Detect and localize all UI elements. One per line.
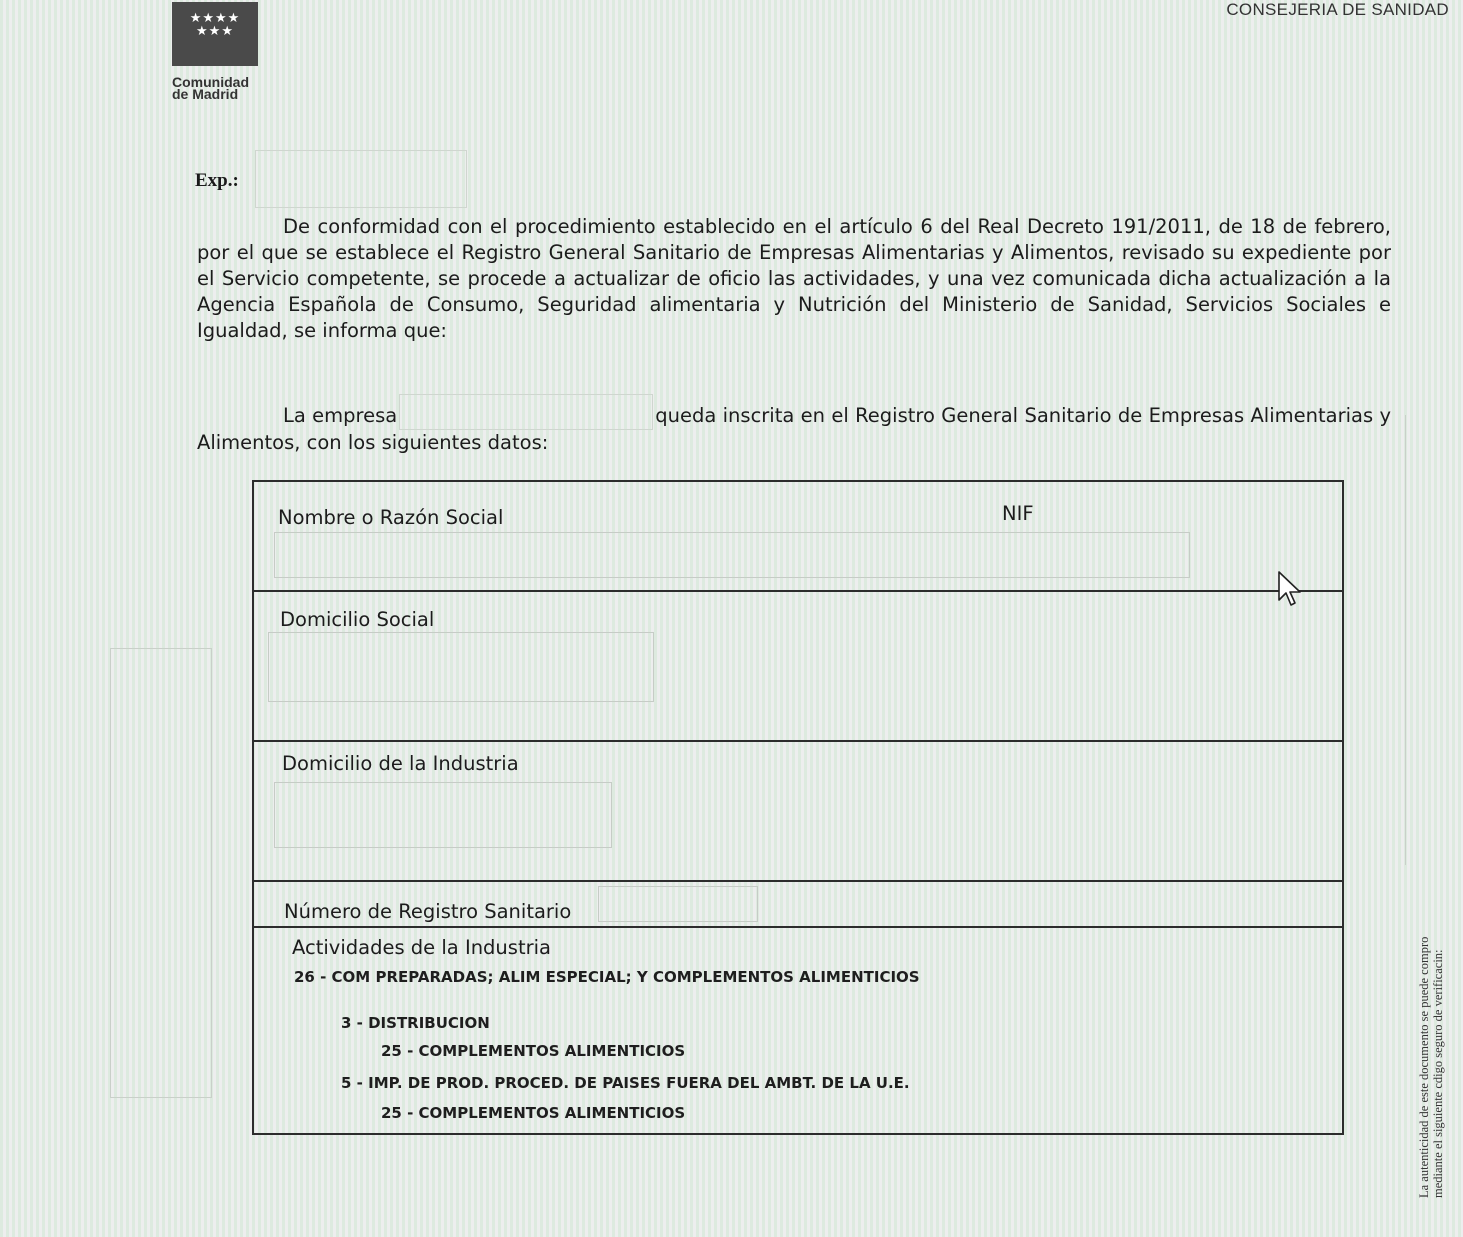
logo-line-2: de Madrid [172, 86, 239, 102]
logo-stars: ★★★★ ★★★ [172, 2, 258, 66]
row-domicilio-social [254, 590, 1342, 742]
company-data-table [252, 480, 1344, 1135]
nombre-field [274, 532, 1190, 578]
activity-item: 25 - COMPLEMENTOS ALIMENTICIOS [381, 1042, 686, 1060]
nombre-label: Nombre o Razón Social [278, 506, 504, 529]
company-name-field [399, 394, 653, 430]
activity-item: 3 - DISTRIBUCION [341, 1014, 490, 1032]
domicilio-social-field [268, 632, 654, 702]
mouse-cursor-icon [1277, 570, 1305, 610]
activity-item: 25 - COMPLEMENTOS ALIMENTICIOS [381, 1104, 686, 1122]
registro-field [598, 886, 758, 922]
logo-text [172, 76, 262, 100]
domicilio-industria-label: Domicilio de la Industria [282, 752, 519, 775]
domicilio-social-label: Domicilio Social [280, 608, 435, 631]
left-margin-box [110, 648, 212, 1098]
exp-label: Exp.: [195, 170, 239, 191]
verification-note-line-1: La autenticidad de este documento se puede compro [1417, 936, 1431, 1198]
verification-note [1417, 858, 1445, 1198]
department-heading: CONSEJERIA DE SANIDAD [1226, 0, 1449, 19]
registro-label: Número de Registro Sanitario [284, 900, 572, 923]
activity-item: 5 - IMP. DE PROD. PROCED. DE PAISES FUERA DEL AMBT. DE LA U.E. [341, 1074, 910, 1092]
right-margin-line [1405, 415, 1406, 865]
logo-comunidad-madrid [172, 2, 262, 100]
nif-label: NIF [1002, 502, 1034, 525]
domicilio-industria-field [274, 782, 612, 848]
row-registro-sanitario [254, 880, 1342, 928]
company-paragraph [197, 394, 1391, 456]
row-actividades [254, 926, 1342, 1133]
intro-paragraph: De conformidad con el procedimiento establecido en el artículo 6 del Real Decreto 191/2011, de 18 de febrero, por el que se establece el Registro General Sanitario de Empresas Alimentarias y Alimentos, revisado su expediente por el Servicio competente, se procede a actualizar de oficio las actividades, y una vez comunicada dicha actualización a la Agencia Española de Consumo, Seguridad alimentaria y Nutrición del Ministerio de Sanidad, Servicios Sociales e Igualdad, se informa que: [197, 215, 1391, 342]
company-text-after: queda inscrita en el Registro General Sanitario de Empresas Alimentarias y Alimentos, con los siguientes datos: [197, 404, 1392, 454]
company-text-before: La empresa [283, 404, 398, 427]
exp-field [255, 150, 467, 208]
verification-note-line-2: mediante el siguiente cdigo seguro de verificacin: [1431, 949, 1445, 1198]
row-domicilio-industria [254, 740, 1342, 882]
actividades-label: Actividades de la Industria [292, 936, 551, 959]
activity-item: 26 - COM PREPARADAS; ALIM ESPECIAL; Y COMPLEMENTOS ALIMENTICIOS [294, 968, 920, 986]
logo-line-1: Comunidad [172, 74, 249, 90]
row-nombre [254, 482, 1342, 592]
